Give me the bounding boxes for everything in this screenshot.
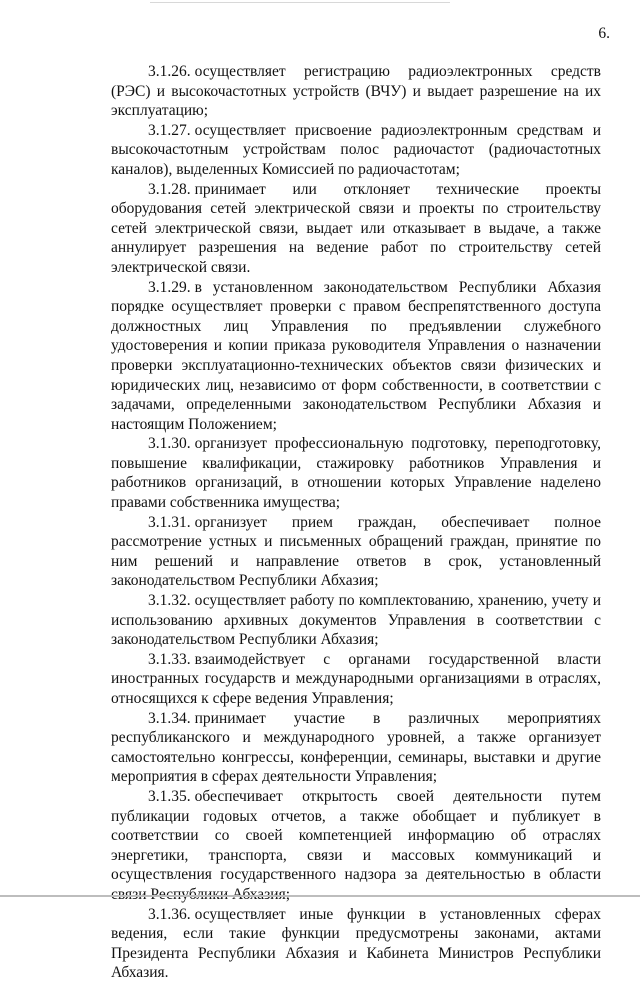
scan-artifact-top [150,2,450,3]
paragraph-text: осуществляет иные функции в установленных сферах ведения, если такие функции предусмотрены законами, актами Президента Республики Абхазия и Кабинета Министров Республики Абхазия. [111,905,601,982]
paragraph-text: осуществляет присвоение радиоэлектронным средствам и высокочастотным устройствам полос радиочастот (радиочастотных каналов), выделенных Комиссией по радиочастотам; [111,121,601,178]
paragraph-text: осуществляет работу по комплектованию, хранению, учету и использованию архивных документов Управления в соответствии с законодательством Республики Абхазия; [111,592,601,649]
paragraph-number: 3.1.33. [148,650,191,668]
paragraph-3-1-36 [111,905,601,983]
paragraph-3-1-31 [111,513,601,591]
page-number: 6. [598,25,610,42]
paragraph-number: 3.1.35. [148,787,191,805]
paragraph-3-1-28 [111,180,601,278]
paragraph-3-1-33 [111,650,601,709]
scan-artifact-bottom [0,895,640,897]
paragraph-number: 3.1.34. [148,709,191,727]
paragraph-text: в установленном законодательством Республики Абхазия порядке осуществляет проверки с правом беспрепятственного доступа должностных лиц Управления по предъявлении служебного удостоверения и копии приказа руководителя Управления о назначении проверки эксплуатационно-технических объектов связи физических и юридических лиц, независимо от форм собственности, в соответствии с задачами, определенными законодательством Республики Абхазия и настоящим Положением; [111,278,601,433]
paragraph-3-1-35 [111,787,601,905]
paragraph-text: принимает участие в различных мероприятиях республиканского и международного уровней, а также организует самостоятельно конгрессы, конференции, семинары, выставки и другие мероприятия в сферах деятельности Управления; [111,709,601,786]
paragraph-number: 3.1.29. [148,278,191,296]
paragraph-text: обеспечивает открытость своей деятельности путем публикации годовых отчетов, а также обобщает и публикует в соответствии со своей компетенцией информацию об отраслях энергетики, транспорта, связи и массовых коммуникаций и осуществления государственного надзора за деятельностью в области [111,787,601,884]
paragraph-3-1-29 [111,278,601,435]
paragraph-number: 3.1.27. [148,121,191,139]
paragraph-3-1-27 [111,121,601,180]
paragraph-number: 3.1.32. [148,592,191,610]
paragraph-3-1-34 [111,709,601,787]
paragraph-3-1-32 [111,591,601,650]
paragraph-number: 3.1.28. [148,180,191,198]
paragraph-text: организует прием граждан, обеспечивает полное рассмотрение устных и письменных обращений граждан, принятие по ним решений и направление ответов в срок, установленный законодательством Республики Абхазия; [111,513,601,590]
document-body [111,62,601,983]
paragraph-text: осуществляет регистрацию радиоэлектронных средств (РЭС) и высокочастотных устройств (ВЧУ) и выдает разрешение на их эксплуатацию; [111,63,601,120]
paragraph-number: 3.1.30. [148,435,191,453]
paragraph-text: взаимодействует с органами государственной власти иностранных государств и международными организациями в отраслях, относящихся к сфере ведения Управления; [111,650,601,707]
paragraph-number: 3.1.26. [148,63,191,80]
paragraph-3-1-30 [111,434,601,512]
paragraph-number: 3.1.36. [148,905,191,923]
paragraph-text: принимает или отклоняет технические проекты оборудования сетей электрической связи и проекты по строительству сетей электрической связи, выдает или отказывает в выдаче, а также аннулирует разрешения на ведение работ по строительству сетей электрической связи. [111,180,601,276]
paragraph-text: организует профессиональную подготовку, переподготовку, повышение квалификации, стажировку работников Управления и работников организаций, в отношении которых Управление наделено правами собственника имущества; [111,435,601,512]
paragraph-number: 3.1.31. [148,513,191,531]
paragraph-3-1-26 [111,62,601,121]
